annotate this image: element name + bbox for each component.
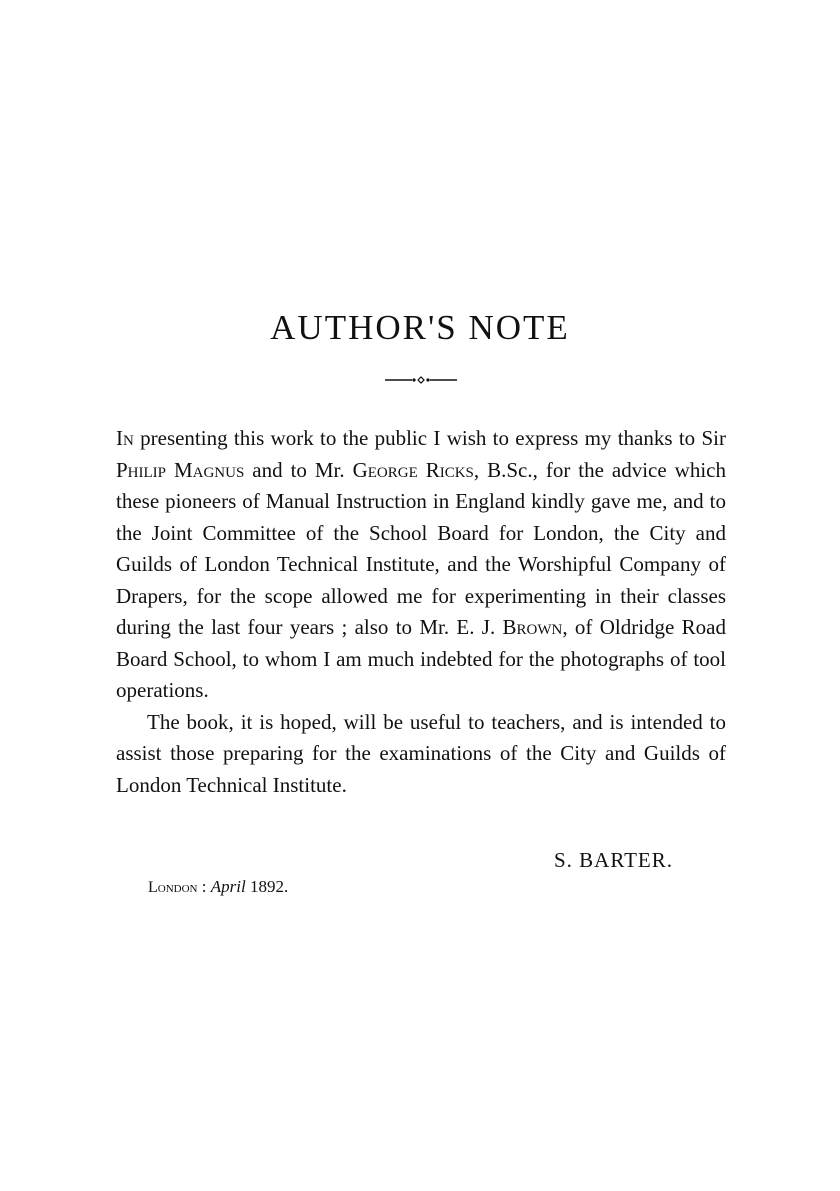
author-signature: S. BARTER.	[554, 848, 674, 872]
drop-word: In	[116, 426, 134, 450]
dateline-year: 1892.	[245, 877, 289, 896]
page-title: AUTHOR'S NOTE	[270, 308, 570, 347]
name-brown: Brown	[502, 615, 563, 639]
dateline	[148, 877, 288, 897]
dateline-city: London	[148, 879, 198, 896]
name-george-ricks: George Ricks	[352, 457, 474, 482]
ornament-rule-icon	[385, 372, 457, 388]
dateline-month: April	[210, 877, 246, 896]
author-note-body	[116, 423, 726, 801]
dateline-separator: :	[197, 877, 211, 896]
name-philip-magnus: Philip Magnus	[116, 457, 245, 482]
text-span: , B.Sc., for the advice which these pioneers of Manual Instruction in England kindly gave me, and to the Joint Committee of the School Board for London, the City and Guilds of London Technical Institute, and the Worshipful Company of Drapers, for the scope allowed me for experimenting in their classes during the last four years ; also to Mr. E. J.	[116, 457, 726, 639]
paragraph-2: The book, it is hoped, will be useful to teachers, and is intended to assist those preparing for the examinations of the City and Guilds of London Technical Institute.	[116, 709, 726, 797]
paragraph-1	[116, 423, 726, 707]
text-span: and to Mr.	[244, 457, 353, 482]
text-span: , of Oldridge Road Board School, to whom I am much indebted for the photographs of tool operations.	[116, 615, 726, 702]
text-span: presenting this work to the public I wish to express my thanks to Sir	[133, 426, 726, 450]
